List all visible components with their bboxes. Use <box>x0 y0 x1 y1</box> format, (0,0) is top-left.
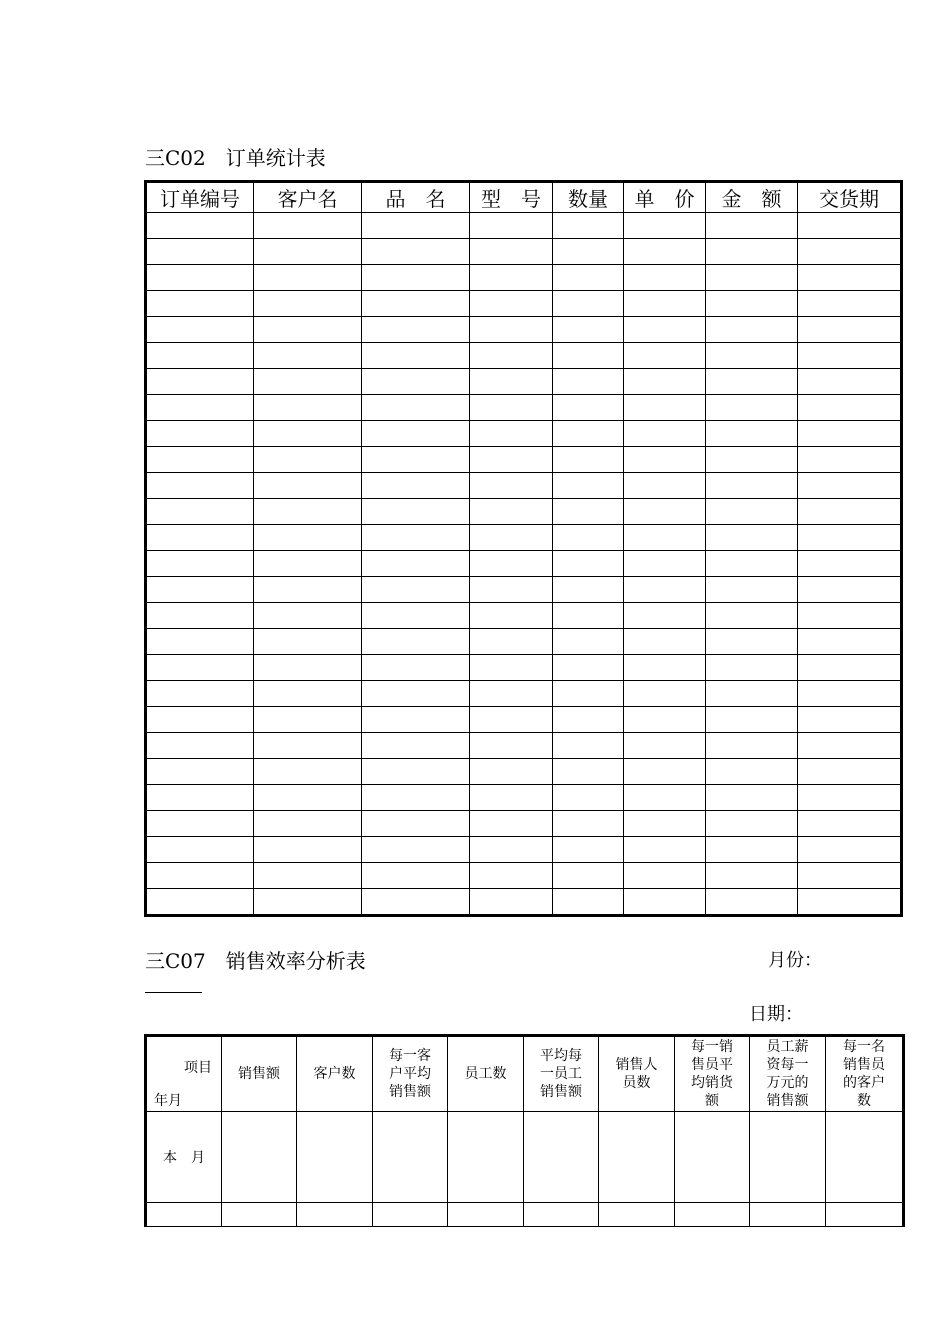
table-cell[interactable] <box>254 343 362 369</box>
table-cell[interactable] <box>798 239 902 265</box>
table-cell[interactable] <box>706 213 798 239</box>
table-row <box>146 889 902 916</box>
column-header: 员工数 <box>448 1036 524 1112</box>
table-cell[interactable] <box>553 759 624 785</box>
table-cell[interactable] <box>624 525 706 551</box>
table-cell[interactable] <box>362 889 470 916</box>
table-cell[interactable] <box>362 837 470 863</box>
table-cell[interactable] <box>146 265 254 291</box>
table-cell[interactable] <box>146 369 254 395</box>
table-row <box>146 291 902 317</box>
table-cell[interactable] <box>254 733 362 759</box>
table-cell[interactable] <box>706 811 798 837</box>
table-cell[interactable] <box>297 1203 373 1227</box>
table-cell[interactable] <box>362 759 470 785</box>
table-cell[interactable] <box>470 213 553 239</box>
table-cell[interactable] <box>362 707 470 733</box>
table-cell[interactable] <box>146 889 254 916</box>
table-cell[interactable] <box>798 681 902 707</box>
table-cell[interactable] <box>624 213 706 239</box>
table-cell[interactable] <box>470 733 553 759</box>
table-cell[interactable] <box>706 291 798 317</box>
table-cell[interactable] <box>826 1112 904 1203</box>
table-cell[interactable] <box>798 317 902 343</box>
table-cell[interactable] <box>362 213 470 239</box>
table-cell[interactable] <box>706 421 798 447</box>
table-cell[interactable] <box>362 577 470 603</box>
table-cell[interactable] <box>470 473 553 499</box>
table-cell[interactable] <box>222 1112 297 1203</box>
table-cell[interactable] <box>553 291 624 317</box>
table-cell[interactable] <box>624 421 706 447</box>
table-cell[interactable] <box>826 1203 904 1227</box>
table-cell[interactable] <box>798 551 902 577</box>
table-cell[interactable] <box>553 265 624 291</box>
table-cell[interactable] <box>624 785 706 811</box>
table-row <box>146 343 902 369</box>
current-month-row <box>146 1112 904 1203</box>
row-label: 本 月 <box>146 1112 222 1203</box>
table-cell[interactable] <box>470 551 553 577</box>
table-cell[interactable] <box>362 473 470 499</box>
table-cell[interactable] <box>254 681 362 707</box>
table-row <box>146 447 902 473</box>
table-cell[interactable] <box>798 629 902 655</box>
table-cell[interactable] <box>553 369 624 395</box>
table-cell[interactable] <box>254 369 362 395</box>
table-cell[interactable] <box>524 1112 599 1203</box>
table-cell[interactable] <box>798 421 902 447</box>
table-cell[interactable] <box>706 759 798 785</box>
table-cell[interactable] <box>624 863 706 889</box>
corner-header-cell <box>146 1036 222 1112</box>
column-header: 员工薪资每一万元的销售额 <box>750 1036 826 1112</box>
table-cell[interactable] <box>798 707 902 733</box>
table-cell[interactable] <box>624 707 706 733</box>
table-cell[interactable] <box>470 889 553 916</box>
table-cell[interactable] <box>470 317 553 343</box>
table-cell[interactable] <box>362 317 470 343</box>
table-cell[interactable] <box>553 681 624 707</box>
table-cell[interactable] <box>553 213 624 239</box>
order-table-header-row <box>146 182 902 213</box>
table-cell[interactable] <box>470 343 553 369</box>
table-cell[interactable] <box>706 239 798 265</box>
table-cell[interactable] <box>146 603 254 629</box>
table-cell[interactable] <box>362 343 470 369</box>
table-cell[interactable] <box>254 889 362 916</box>
table-cell[interactable] <box>146 395 254 421</box>
table-cell[interactable] <box>553 785 624 811</box>
table-cell[interactable] <box>624 369 706 395</box>
column-header: 每一名销售员的客户数 <box>826 1036 904 1112</box>
table-row <box>146 603 902 629</box>
table-cell[interactable] <box>362 603 470 629</box>
table-cell[interactable] <box>146 577 254 603</box>
table-cell[interactable] <box>254 785 362 811</box>
table-cell[interactable] <box>146 447 254 473</box>
table-cell[interactable] <box>624 499 706 525</box>
table-cell[interactable] <box>553 421 624 447</box>
table-cell[interactable] <box>553 239 624 265</box>
table-cell[interactable] <box>553 473 624 499</box>
table-cell[interactable] <box>373 1203 448 1227</box>
table-row <box>146 473 902 499</box>
table-cell[interactable] <box>553 343 624 369</box>
table-cell[interactable] <box>553 499 624 525</box>
table-cell[interactable] <box>470 447 553 473</box>
table-cell[interactable] <box>706 343 798 369</box>
table-cell[interactable] <box>146 733 254 759</box>
table-cell[interactable] <box>624 759 706 785</box>
table-cell[interactable] <box>706 655 798 681</box>
table-row <box>146 499 902 525</box>
table-cell[interactable] <box>706 525 798 551</box>
table-cell[interactable] <box>470 291 553 317</box>
order-statistics-table <box>144 180 903 917</box>
table-cell[interactable] <box>362 681 470 707</box>
table-cell[interactable] <box>373 1112 448 1203</box>
table-row <box>146 525 902 551</box>
table-cell[interactable] <box>297 1112 373 1203</box>
table-row <box>146 265 902 291</box>
table-cell[interactable] <box>470 681 553 707</box>
table-cell[interactable] <box>254 447 362 473</box>
table-cell[interactable] <box>706 265 798 291</box>
table-cell[interactable] <box>146 499 254 525</box>
table-cell[interactable] <box>798 603 902 629</box>
table-cell[interactable] <box>798 395 902 421</box>
efficiency-header-row <box>146 1036 904 1112</box>
table-cell[interactable] <box>624 447 706 473</box>
table-cell[interactable] <box>798 265 902 291</box>
table-cell[interactable] <box>470 525 553 551</box>
table-cell[interactable] <box>146 551 254 577</box>
column-header: 客户数 <box>297 1036 373 1112</box>
table-cell[interactable] <box>254 863 362 889</box>
table-cell[interactable] <box>553 629 624 655</box>
table-cell[interactable] <box>146 785 254 811</box>
table-cell[interactable] <box>470 369 553 395</box>
table-cell[interactable] <box>798 525 902 551</box>
table-cell[interactable] <box>362 811 470 837</box>
table-cell[interactable] <box>254 265 362 291</box>
table-cell[interactable] <box>146 317 254 343</box>
table-cell[interactable] <box>222 1203 297 1227</box>
table-cell[interactable] <box>362 369 470 395</box>
table-row <box>146 811 902 837</box>
table-cell[interactable] <box>470 785 553 811</box>
table-cell[interactable] <box>553 603 624 629</box>
table-cell[interactable] <box>675 1112 750 1203</box>
table-cell[interactable] <box>553 655 624 681</box>
table-cell[interactable] <box>254 707 362 733</box>
table-row <box>146 551 902 577</box>
table-cell[interactable] <box>706 863 798 889</box>
table-cell[interactable] <box>254 525 362 551</box>
table-cell[interactable] <box>553 889 624 916</box>
table-cell[interactable] <box>624 733 706 759</box>
table-cell[interactable] <box>706 395 798 421</box>
table-cell[interactable] <box>146 213 254 239</box>
table-cell[interactable] <box>599 1112 675 1203</box>
table-cell[interactable] <box>254 499 362 525</box>
table-cell[interactable] <box>254 421 362 447</box>
table-row <box>146 707 902 733</box>
table-row <box>146 655 902 681</box>
table-cell[interactable] <box>798 759 902 785</box>
table-cell[interactable] <box>798 213 902 239</box>
table-cell[interactable] <box>146 863 254 889</box>
table-cell[interactable] <box>624 265 706 291</box>
table-cell[interactable] <box>706 551 798 577</box>
table-cell[interactable] <box>706 707 798 733</box>
column-header: 单 价 <box>624 182 706 213</box>
table-cell[interactable] <box>146 707 254 733</box>
table-cell[interactable] <box>362 785 470 811</box>
table-cell[interactable] <box>146 655 254 681</box>
table-cell[interactable] <box>798 577 902 603</box>
table-cell[interactable] <box>798 447 902 473</box>
table-cell[interactable] <box>146 811 254 837</box>
table-cell[interactable] <box>624 681 706 707</box>
column-header: 销售额 <box>222 1036 297 1112</box>
order-table-body <box>146 213 902 916</box>
date-label: 日期： <box>749 1004 803 1025</box>
table-cell[interactable] <box>553 707 624 733</box>
table-cell[interactable] <box>254 317 362 343</box>
order-table-title: 三C02 订单统计表 <box>145 146 326 170</box>
table-cell[interactable] <box>706 317 798 343</box>
table-cell[interactable] <box>254 629 362 655</box>
table-cell[interactable] <box>470 421 553 447</box>
table-cell[interactable] <box>470 395 553 421</box>
table-cell[interactable] <box>470 811 553 837</box>
table-cell[interactable] <box>524 1203 599 1227</box>
table-cell[interactable] <box>798 811 902 837</box>
table-cell[interactable] <box>448 1112 524 1203</box>
table-cell[interactable] <box>798 343 902 369</box>
table-row <box>146 317 902 343</box>
table-cell[interactable] <box>254 655 362 681</box>
table-cell[interactable] <box>706 499 798 525</box>
table-cell[interactable] <box>553 863 624 889</box>
table-cell[interactable] <box>706 837 798 863</box>
column-header: 每一销售员平均销货额 <box>675 1036 750 1112</box>
table-cell[interactable] <box>146 629 254 655</box>
corner-item-label: 项目 <box>184 1060 212 1076</box>
table-cell[interactable] <box>362 265 470 291</box>
efficiency-table-title: 三C07 销售效率分析表 <box>145 949 366 973</box>
table-cell[interactable] <box>675 1203 750 1227</box>
table-cell[interactable] <box>706 889 798 916</box>
table-row <box>146 239 902 265</box>
table-cell[interactable] <box>624 629 706 655</box>
table-cell[interactable] <box>624 473 706 499</box>
table-cell[interactable] <box>254 811 362 837</box>
table-cell[interactable] <box>254 577 362 603</box>
table-cell[interactable] <box>624 291 706 317</box>
table-row <box>146 577 902 603</box>
table-cell[interactable] <box>798 473 902 499</box>
table-cell[interactable] <box>146 681 254 707</box>
table-cell[interactable] <box>146 1203 222 1227</box>
table-cell[interactable] <box>362 525 470 551</box>
table-cell[interactable] <box>470 655 553 681</box>
table-cell[interactable] <box>470 707 553 733</box>
table-cell[interactable] <box>448 1203 524 1227</box>
table-cell[interactable] <box>798 369 902 395</box>
table-cell[interactable] <box>146 837 254 863</box>
table-cell[interactable] <box>706 473 798 499</box>
table-cell[interactable] <box>146 291 254 317</box>
table-cell[interactable] <box>798 733 902 759</box>
table-cell[interactable] <box>624 577 706 603</box>
table-cell[interactable] <box>553 525 624 551</box>
table-row <box>146 785 902 811</box>
table-cell[interactable] <box>362 629 470 655</box>
table-row <box>146 395 902 421</box>
table-cell[interactable] <box>706 681 798 707</box>
column-header: 型 号 <box>470 182 553 213</box>
table-cell[interactable] <box>470 239 553 265</box>
table-cell[interactable] <box>706 447 798 473</box>
table-cell[interactable] <box>624 889 706 916</box>
table-cell[interactable] <box>553 551 624 577</box>
table-cell[interactable] <box>146 239 254 265</box>
table-cell[interactable] <box>706 603 798 629</box>
table-cell[interactable] <box>362 291 470 317</box>
corner-month-label: 年月 <box>154 1093 182 1109</box>
table-cell[interactable] <box>362 447 470 473</box>
table-cell[interactable] <box>362 863 470 889</box>
table-cell[interactable] <box>624 343 706 369</box>
column-header: 品 名 <box>362 182 470 213</box>
table-cell[interactable] <box>553 317 624 343</box>
table-cell[interactable] <box>362 655 470 681</box>
table-cell[interactable] <box>470 577 553 603</box>
column-header: 销售人员数 <box>599 1036 675 1112</box>
table-cell[interactable] <box>798 291 902 317</box>
month-label: 月份： <box>768 950 822 971</box>
table-cell[interactable] <box>798 499 902 525</box>
table-cell[interactable] <box>624 837 706 863</box>
table-row <box>146 733 902 759</box>
column-header: 每一客户平均销售额 <box>373 1036 448 1112</box>
table-cell[interactable] <box>362 551 470 577</box>
table-cell[interactable] <box>624 239 706 265</box>
table-cell[interactable] <box>798 889 902 916</box>
column-header: 平均每一员工销售额 <box>524 1036 599 1112</box>
month-fill-line <box>145 992 202 993</box>
table-cell[interactable] <box>146 473 254 499</box>
table-cell[interactable] <box>553 447 624 473</box>
table-cell[interactable] <box>254 291 362 317</box>
table-row <box>146 863 902 889</box>
table-cell[interactable] <box>706 785 798 811</box>
table-cell[interactable] <box>553 837 624 863</box>
column-header: 数量 <box>553 182 624 213</box>
table-cell[interactable] <box>706 629 798 655</box>
table-cell[interactable] <box>553 733 624 759</box>
table-cell[interactable] <box>146 759 254 785</box>
table-cell[interactable] <box>470 499 553 525</box>
column-header: 交货期 <box>798 182 902 213</box>
table-cell[interactable] <box>750 1203 826 1227</box>
table-cell[interactable] <box>470 265 553 291</box>
table-cell[interactable] <box>798 655 902 681</box>
column-header: 客户名 <box>254 182 362 213</box>
table-cell[interactable] <box>146 343 254 369</box>
table-cell[interactable] <box>254 603 362 629</box>
table-row <box>146 421 902 447</box>
table-cell[interactable] <box>470 629 553 655</box>
table-cell[interactable] <box>750 1112 826 1203</box>
sales-efficiency-table <box>144 1034 905 1227</box>
table-row <box>146 837 902 863</box>
table-cell[interactable] <box>553 395 624 421</box>
table-row <box>146 369 902 395</box>
table-row <box>146 759 902 785</box>
table-cell[interactable] <box>624 655 706 681</box>
table-cell[interactable] <box>362 421 470 447</box>
table-cell[interactable] <box>362 395 470 421</box>
table-cell[interactable] <box>470 603 553 629</box>
table-cell[interactable] <box>706 733 798 759</box>
table-row <box>146 629 902 655</box>
table-row <box>146 681 902 707</box>
table-cell[interactable] <box>470 759 553 785</box>
table-cell[interactable] <box>362 499 470 525</box>
table-cell[interactable] <box>254 473 362 499</box>
table-cell[interactable] <box>553 811 624 837</box>
table-cell[interactable] <box>254 395 362 421</box>
table-cell[interactable] <box>254 837 362 863</box>
table-cell[interactable] <box>553 577 624 603</box>
table-cell[interactable] <box>706 577 798 603</box>
table-cell[interactable] <box>599 1203 675 1227</box>
table-cell[interactable] <box>470 837 553 863</box>
table-cell[interactable] <box>624 317 706 343</box>
table-cell[interactable] <box>706 369 798 395</box>
table-cell[interactable] <box>624 395 706 421</box>
table-cell[interactable] <box>798 863 902 889</box>
table-cell[interactable] <box>470 863 553 889</box>
table-cell[interactable] <box>798 837 902 863</box>
table-cell[interactable] <box>254 239 362 265</box>
table-cell[interactable] <box>254 213 362 239</box>
table-cell[interactable] <box>624 551 706 577</box>
table-cell[interactable] <box>146 421 254 447</box>
table-cell[interactable] <box>254 759 362 785</box>
column-header: 订单编号 <box>146 182 254 213</box>
blank-row <box>146 1203 904 1227</box>
table-cell[interactable] <box>146 525 254 551</box>
table-cell[interactable] <box>624 811 706 837</box>
table-cell[interactable] <box>798 785 902 811</box>
table-cell[interactable] <box>624 603 706 629</box>
table-cell[interactable] <box>254 551 362 577</box>
table-cell[interactable] <box>362 733 470 759</box>
table-cell[interactable] <box>362 239 470 265</box>
column-header: 金 额 <box>706 182 798 213</box>
table-row <box>146 213 902 239</box>
